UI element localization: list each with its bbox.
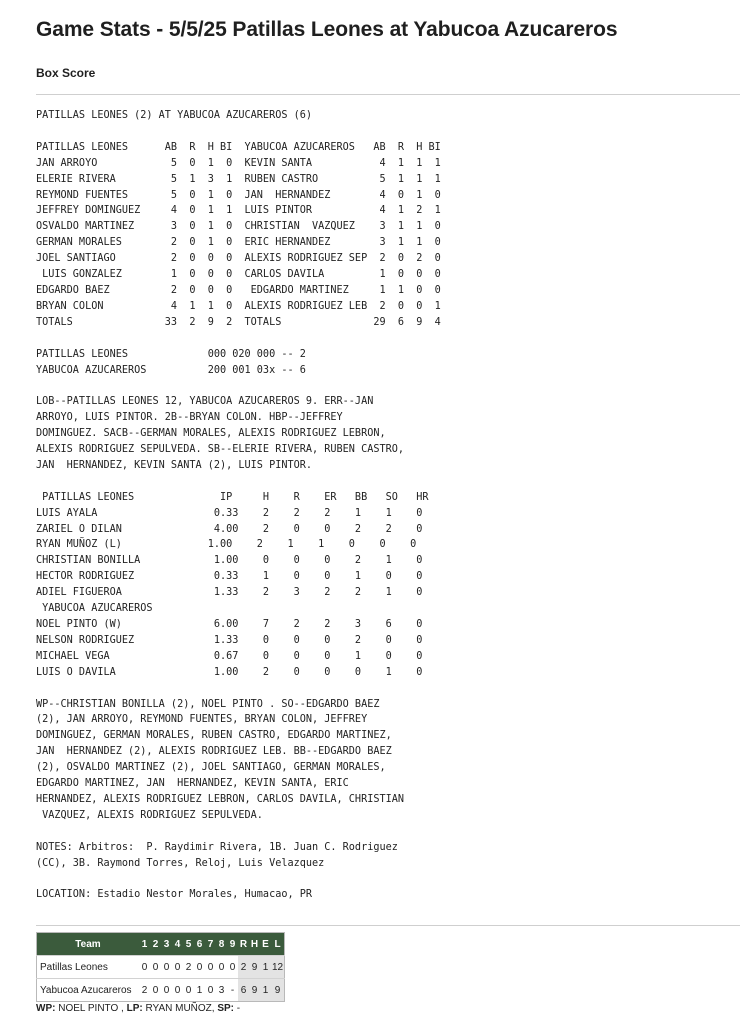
linescore-row — [37, 956, 285, 979]
box-line: ARROYO, LUIS PINTOR. 2B--BRYAN COLON. HBP--JEFFREY — [36, 412, 343, 424]
losing-pitcher-label: LP: — [126, 1003, 143, 1014]
linescore-inning-cell: 0 — [150, 956, 161, 979]
box-line: HECTOR RODRIGUEZ 0.33 1 0 0 1 0 0 — [36, 571, 423, 583]
box-line: NOEL PINTO (W) 6.00 7 2 2 3 6 0 — [36, 619, 423, 630]
box-line: CHRISTIAN BONILLA 1.00 0 0 0 2 1 0 — [36, 555, 423, 567]
linescore-inning-cell: 0 — [172, 979, 183, 1002]
linescore-inning-cell: 0 — [172, 956, 183, 979]
box-line: PATILLAS LEONES (2) AT YABUCOA AZUCAREROS (6) — [36, 110, 313, 121]
box-line: ELERIE RIVERA 5 1 3 1 RUBEN CASTRO 5 1 1 1 — [36, 173, 441, 185]
box-line: LOCATION: Estadio Nestor Morales, Humacao, PR — [36, 889, 313, 901]
box-score-text — [36, 108, 441, 903]
save-pitcher-label: SP: — [217, 1003, 235, 1014]
linescore-inning-cell: 0 — [161, 956, 172, 979]
box-line: OSVALDO MARTINEZ 3 0 1 0 CHRISTIAN VAZQUEZ 3 1 1 0 — [36, 221, 441, 233]
box-line: WP--CHRISTIAN BONILLA (2), NOEL PINTO . SO--EDGARDO BAEZ — [36, 698, 380, 710]
losing-pitcher: RYAN MUÑOZ, — [145, 1003, 215, 1014]
divider-bottom — [36, 925, 740, 926]
linescore-header-cell: H — [249, 933, 260, 956]
box-score-heading: Box Score — [36, 66, 96, 80]
linescore-inning-cell: - — [227, 979, 238, 1002]
box-line: REYMOND FUENTES 5 0 1 0 JAN HERNANDEZ 4 0 1 0 — [36, 189, 441, 201]
linescore-header-cell: Team — [37, 933, 140, 956]
box-line: PATILLAS LEONES AB R H BI YABUCOA AZUCAREROS AB R H BI — [36, 141, 441, 153]
box-line: VAZQUEZ, ALEXIS RODRIGUEZ SEPULVEDA. — [36, 809, 263, 821]
box-line: PATILLAS LEONES IP H R ER BB SO HR — [36, 491, 429, 503]
box-line: BRYAN COLON 4 1 1 0 ALEXIS RODRIGUEZ LEB 2 0 0 1 — [36, 300, 441, 312]
linescore-inning-cell: 3 — [216, 979, 227, 1002]
linescore-header-cell: 6 — [194, 933, 205, 956]
divider-top — [36, 94, 740, 95]
linescore-header-row — [37, 933, 285, 956]
box-line: (2), JAN ARROYO, REYMOND FUENTES, BRYAN COLON, JEFFREY — [36, 714, 368, 726]
linescore-runs: 6 — [238, 979, 249, 1002]
pitcher-decisions — [36, 1003, 240, 1014]
linescore-header-cell: 7 — [205, 933, 216, 956]
linescore-inning-cell: 0 — [227, 956, 238, 979]
linescore-errors: 1 — [260, 979, 271, 1002]
linescore-lob: 12 — [271, 956, 285, 979]
box-line: (2), OSVALDO MARTINEZ (2), JOEL SANTIAGO, GERMAN MORALES, — [36, 762, 386, 774]
box-line: YABUCOA AZUCAREROS — [36, 603, 153, 615]
linescore-row — [37, 979, 285, 1002]
box-line: DOMINGUEZ. SACB--GERMAN MORALES, ALEXIS RODRIGUEZ LEBRON, — [36, 428, 386, 440]
linescore-inning-cell: 0 — [183, 979, 194, 1002]
box-line: ALEXIS RODRIGUEZ SEPULVEDA. SB--ELERIE RIVERA, RUBEN CASTRO, — [36, 444, 405, 456]
linescore-inning-cell: 0 — [194, 956, 205, 979]
linescore-header-cell: 2 — [150, 933, 161, 956]
box-line: NELSON RODRIGUEZ 1.33 0 0 0 2 0 0 — [36, 634, 423, 646]
winning-pitcher: NOEL PINTO , — [58, 1003, 124, 1014]
linescore-header-cell: 1 — [139, 933, 150, 956]
box-line: JAN HERNANDEZ, KEVIN SANTA (2), LUIS PINTOR. — [36, 459, 313, 471]
box-line: ZARIEL O DILAN 4.00 2 0 0 2 2 0 — [36, 523, 423, 535]
linescore-inning-cell: 2 — [139, 979, 150, 1002]
page-title: Game Stats - 5/5/25 Patillas Leones at Yabucoa Azucareros — [36, 18, 618, 41]
linescore-runs: 2 — [238, 956, 249, 979]
linescore-inning-cell: 0 — [150, 979, 161, 1002]
linescore-team-name: Yabucoa Azucareros — [37, 979, 140, 1002]
box-line: YABUCOA AZUCAREROS 200 001 03x -- 6 — [36, 364, 306, 376]
linescore-header-cell: E — [260, 933, 271, 956]
box-line: GERMAN MORALES 2 0 1 0 ERIC HERNANDEZ 3 1 1 0 — [36, 237, 441, 249]
box-line: JAN ARROYO 5 0 1 0 KEVIN SANTA 4 1 1 1 — [36, 157, 441, 169]
linescore-header-cell: 4 — [172, 933, 183, 956]
linescore-team-name: Patillas Leones — [37, 956, 140, 979]
box-line: LUIS GONZALEZ 1 0 0 0 CARLOS DAVILA 1 0 0 0 — [36, 269, 441, 281]
linescore-header-cell: R — [238, 933, 249, 956]
linescore-table — [36, 932, 285, 1002]
linescore-hits: 9 — [249, 979, 260, 1002]
linescore-header-cell: 9 — [227, 933, 238, 956]
linescore-inning-cell: 0 — [216, 956, 227, 979]
linescore-hits: 9 — [249, 956, 260, 979]
box-line: EDGARDO BAEZ 2 0 0 0 EDGARDO MARTINEZ 1 1 0 0 — [36, 284, 441, 296]
box-line: JAN HERNANDEZ (2), ALEXIS RODRIGUEZ LEB. BB--EDGARDO BAEZ — [36, 746, 392, 758]
box-line: (CC), 3B. Raymond Torres, Reloj, Luis Velazquez — [36, 857, 325, 869]
box-line: HERNANDEZ, ALEXIS RODRIGUEZ LEBRON, CARLOS DAVILA, CHRISTIAN — [36, 793, 405, 805]
box-line: MICHAEL VEGA 0.67 0 0 0 1 0 0 — [36, 650, 423, 662]
winning-pitcher-label: WP: — [36, 1003, 56, 1014]
linescore-inning-cell: 1 — [194, 979, 205, 1002]
box-line: ADIEL FIGUEROA 1.33 2 3 2 2 1 0 — [36, 587, 423, 599]
linescore-header-cell: 8 — [216, 933, 227, 956]
box-line: LOB--PATILLAS LEONES 12, YABUCOA AZUCAREROS 9. ERR--JAN — [36, 396, 374, 408]
box-line: DOMINGUEZ, GERMAN MORALES, RUBEN CASTRO, EDGARDO MARTINEZ, — [36, 730, 392, 742]
box-line: JEFFREY DOMINGUEZ 4 0 1 1 LUIS PINTOR 4 1 2 1 — [36, 205, 441, 217]
box-line: JOEL SANTIAGO 2 0 0 0 ALEXIS RODRIGUEZ SEP 2 0 2 0 — [36, 253, 441, 265]
linescore-inning-cell: 0 — [161, 979, 172, 1002]
linescore-inning-cell: 2 — [183, 956, 194, 979]
linescore-header-cell: 5 — [183, 933, 194, 956]
box-line: NOTES: Arbitros: P. Raydimir Rivera, 1B. Juan C. Rodriguez — [36, 841, 398, 853]
linescore-errors: 1 — [260, 956, 271, 979]
linescore-inning-cell: 0 — [205, 956, 216, 979]
box-line: EDGARDO MARTINEZ, JAN HERNANDEZ, KEVIN SANTA, ERIC — [36, 778, 349, 790]
linescore-header-cell: 3 — [161, 933, 172, 956]
linescore-inning-cell: 0 — [139, 956, 150, 979]
linescore-header-cell: L — [271, 933, 285, 956]
linescore-inning-cell: 0 — [205, 979, 216, 1002]
box-line: RYAN MUÑOZ (L) 1.00 2 1 1 0 0 0 — [36, 539, 417, 551]
linescore-lob: 9 — [271, 979, 285, 1002]
box-line: LUIS O DAVILA 1.00 2 0 0 0 1 0 — [36, 666, 423, 678]
save-pitcher: - — [236, 1003, 241, 1014]
box-line: PATILLAS LEONES 000 020 000 -- 2 — [36, 348, 306, 360]
box-line: LUIS AYALA 0.33 2 2 2 1 1 0 — [36, 507, 423, 519]
box-line: TOTALS 33 2 9 2 TOTALS 29 6 9 4 — [36, 316, 441, 328]
